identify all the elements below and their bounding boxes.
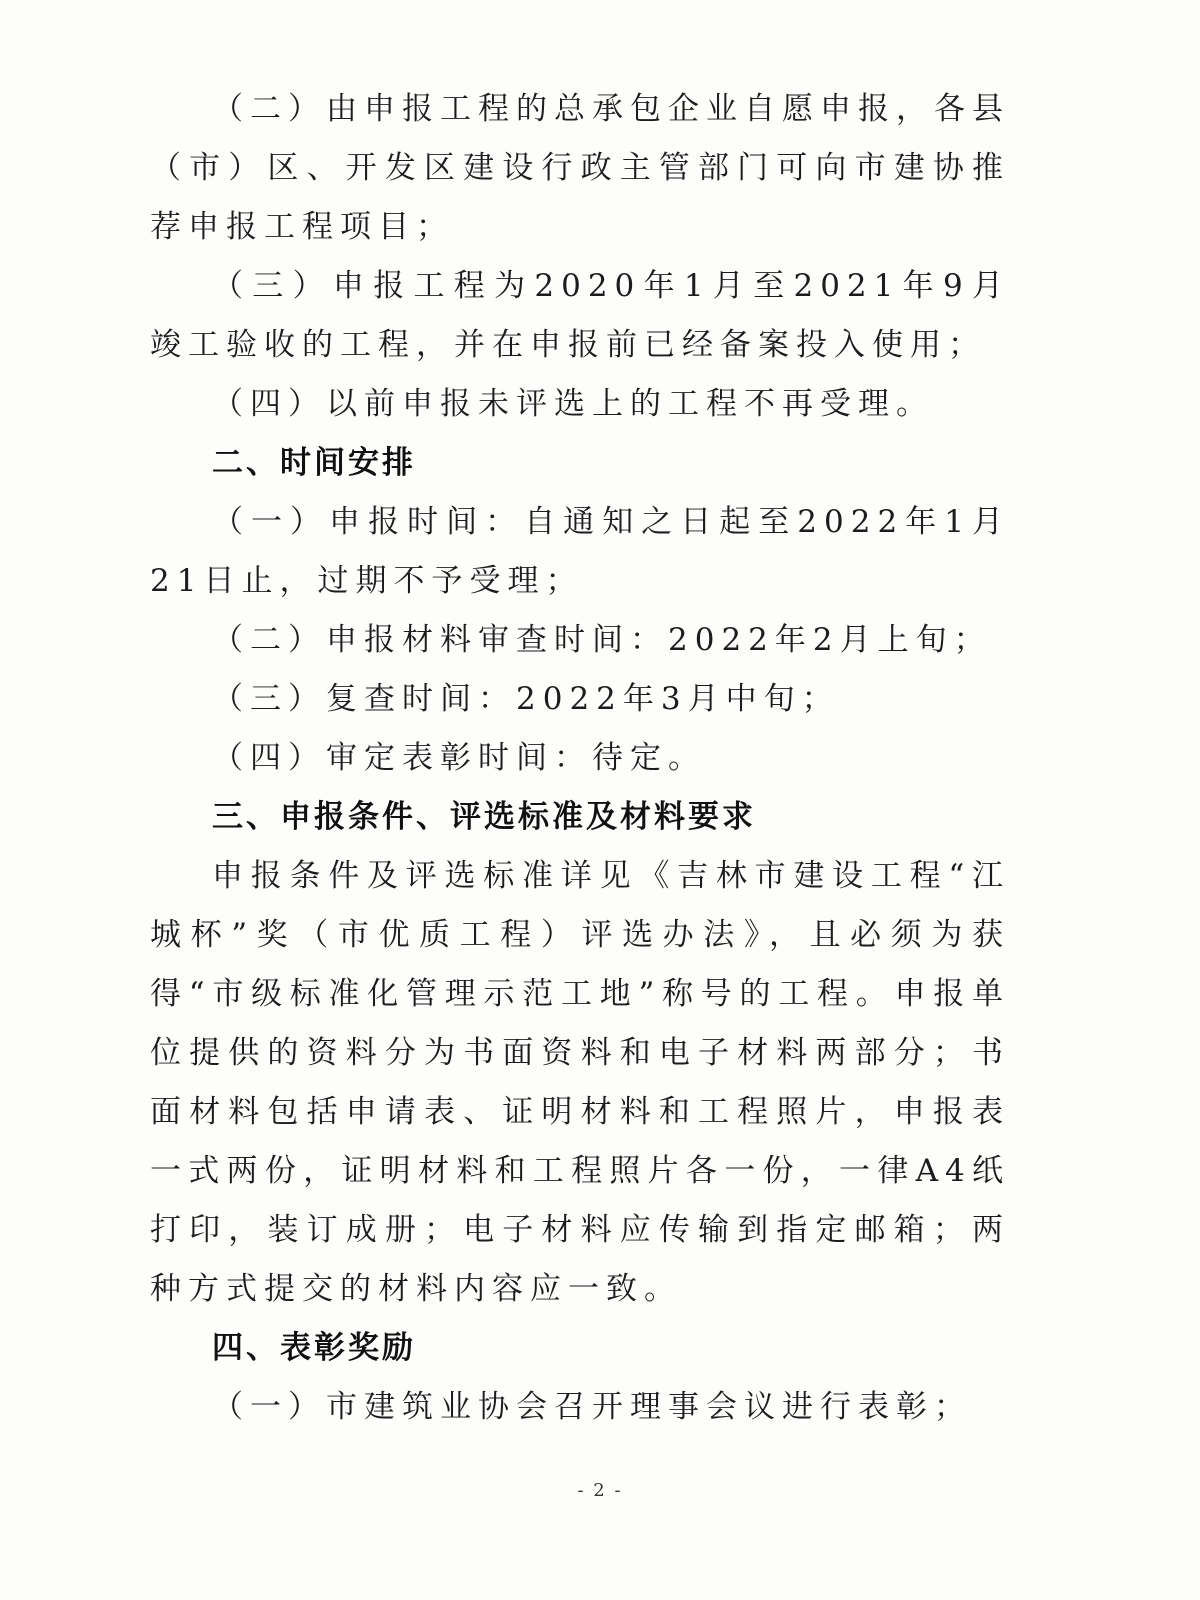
section-heading-requirements: 三、申报条件、评选标准及材料要求 bbox=[212, 799, 756, 835]
section-heading-awards: 四、表彰奖励 bbox=[212, 1330, 416, 1366]
clause-2-3: （三）申报工程为2020年1月至2021年9月竣工验收的工程，并在申报前已经备案投入使用； bbox=[150, 268, 1010, 363]
schedule-item-2: （二）申报材料审查时间：2022年2月上旬； bbox=[212, 622, 992, 658]
schedule-item-3: （三）复查时间：2022年3月中旬； bbox=[212, 681, 840, 717]
clause-2-4: （四）以前申报未评选上的工程不再受理。 bbox=[212, 386, 934, 422]
requirements-paragraph: 申报条件及评选标准详见《吉林市建设工程“江城杯”奖（市优质工程）评选办法》，且必须为获得“市级标准化管理示范工地”称号的工程。申报单位提供的资料分为书面资料和电子材料两部分；书面材料包括申请表、证明材料和工程照片，申报表一式两份，证明材料和工程照片各一份，一律A4纸打印，装订成册；电子材料应传输到指定邮箱；两种方式提交的材料内容应一致。 bbox=[150, 858, 1010, 1307]
schedule-item-4: （四）审定表彰时间：待定。 bbox=[212, 740, 706, 776]
clause-2-2: （二）由申报工程的总承包企业自愿申报，各县（市）区、开发区建设行政主管部门可向市建协推荐申报工程项目； bbox=[150, 91, 1010, 245]
section-heading-schedule: 二、时间安排 bbox=[212, 445, 416, 481]
page-number: - 2 - bbox=[577, 1480, 623, 1501]
awards-item-1: （一）市建筑业协会召开理事会议进行表彰； bbox=[212, 1389, 972, 1425]
document-body bbox=[150, 80, 1010, 1437]
schedule-item-1: （一）申报时间：自通知之日起至2022年1月21日止，过期不予受理； bbox=[150, 504, 1010, 599]
